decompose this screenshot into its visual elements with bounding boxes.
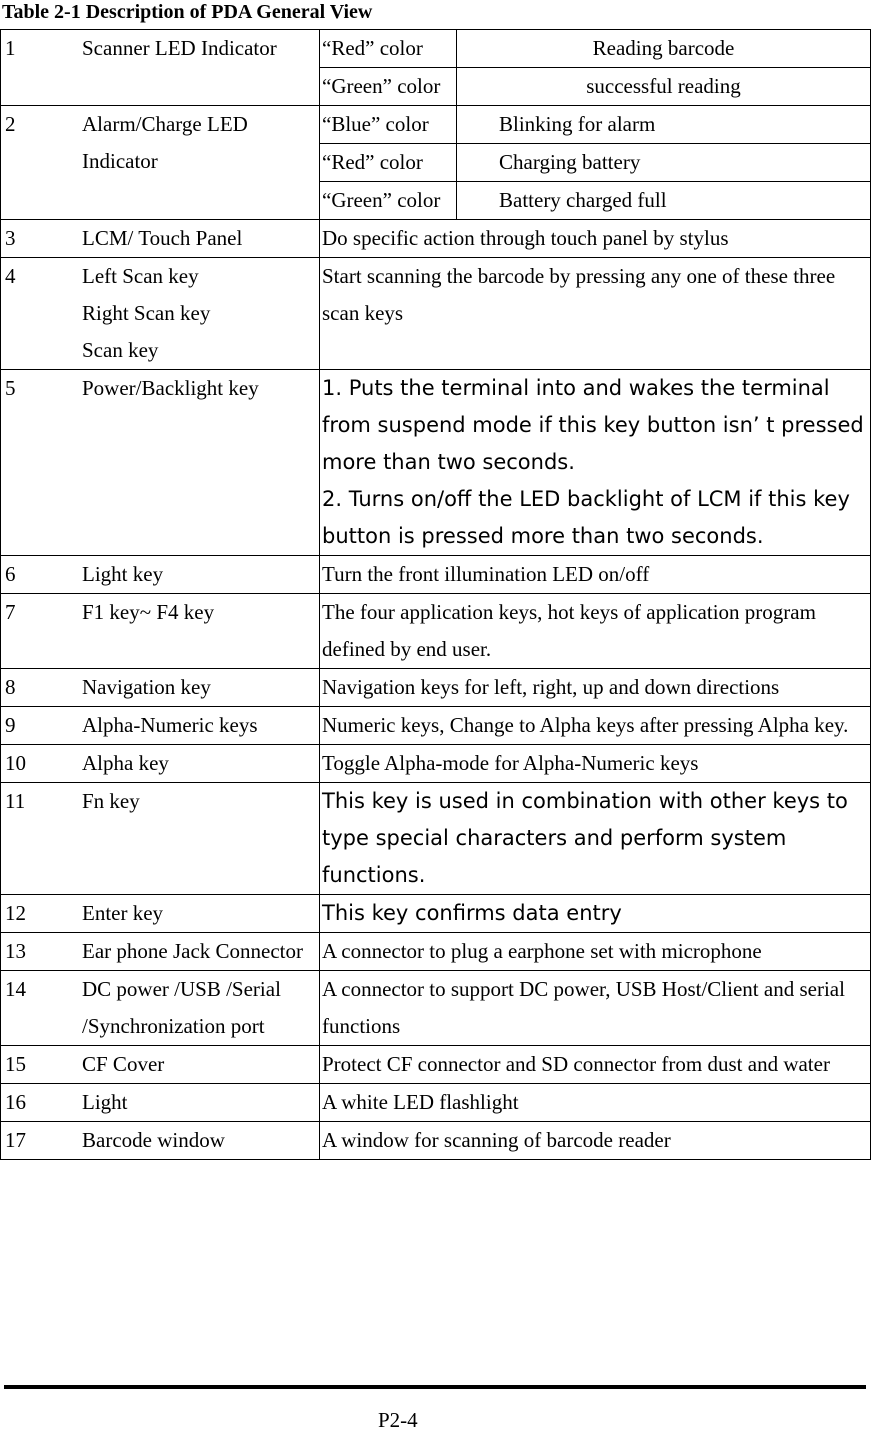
component-description: Turn the front illumination LED on/off (320, 556, 871, 594)
led-states-table (320, 106, 870, 219)
component-name: Light (78, 1084, 320, 1122)
table-row (1, 745, 871, 783)
table-row (1, 594, 871, 669)
component-name: Fn key (78, 783, 320, 895)
row-number: 7 (1, 594, 79, 669)
row-number: 14 (1, 971, 79, 1046)
component-name: Alpha-Numeric keys (78, 707, 320, 745)
row-number: 8 (1, 669, 79, 707)
component-name: Alpha key (78, 745, 320, 783)
row-number: 11 (1, 783, 79, 895)
component-description: The four application keys, hot keys of application program defined by end user. (320, 594, 871, 669)
component-description: A window for scanning of barcode reader (320, 1122, 871, 1160)
led-meaning: Battery charged full (499, 188, 667, 212)
row-number: 3 (1, 220, 79, 258)
table-caption: Table 2-1 Description of PDA General View (2, 1, 373, 23)
component-name: LCM/ Touch Panel (78, 220, 320, 258)
component-name: DC power /USB /Serial /Synchronization port (78, 971, 320, 1046)
led-states-table (320, 30, 870, 105)
row-number: 17 (1, 1122, 79, 1160)
component-description: Start scanning the barcode by pressing any one of these three scan keys (320, 258, 871, 370)
component-name: Navigation key (78, 669, 320, 707)
component-name: Power/Backlight key (78, 370, 320, 556)
component-name (78, 258, 320, 370)
component-name: Enter key (78, 895, 320, 933)
component-description: Do specific action through touch panel by stylus (320, 220, 871, 258)
component-description: A connector to plug a earphone set with microphone (320, 933, 871, 971)
row-number: 12 (1, 895, 79, 933)
table-row (1, 933, 871, 971)
row-number: 15 (1, 1046, 79, 1084)
led-color: “Green” color (320, 68, 457, 106)
component-name: Light key (78, 556, 320, 594)
table-row (1, 258, 871, 370)
row-number: 16 (1, 1084, 79, 1122)
led-color: “Green” color (320, 182, 457, 220)
footer-rule (4, 1385, 866, 1389)
led-state-row (320, 68, 870, 106)
led-meaning: Charging battery (457, 144, 871, 182)
component-description: Navigation keys for left, right, up and down directions (320, 669, 871, 707)
component-name-line: Right Scan key (82, 301, 211, 325)
led-states-cell (320, 30, 871, 106)
led-state-row (320, 144, 870, 182)
table-row (1, 669, 871, 707)
description-item: 1. Puts the terminal into and wakes the terminal from suspend mode if this key button isn’ t pressed more than two seconds. (322, 376, 864, 474)
component-description: A white LED flashlight (320, 1084, 871, 1122)
led-color: “Red” color (320, 30, 457, 68)
table-row (1, 971, 871, 1046)
component-name: F1 key~ F4 key (78, 594, 320, 669)
led-meaning: successful reading (586, 74, 741, 98)
led-meaning: Blinking for alarm (457, 106, 871, 144)
led-states-cell (320, 106, 871, 220)
table-row (1, 106, 871, 220)
led-meaning: Reading barcode (457, 30, 871, 68)
component-description: Protect CF connector and SD connector from dust and water (320, 1046, 871, 1084)
component-name-line: Scan key (82, 338, 159, 362)
table-row (1, 1122, 871, 1160)
component-description (320, 370, 871, 556)
row-number: 9 (1, 707, 79, 745)
led-state-row (320, 106, 870, 144)
component-name-line: Left Scan key (82, 264, 199, 288)
row-number: 10 (1, 745, 79, 783)
page-number: P2-4 (378, 1408, 418, 1432)
table-row (1, 30, 871, 106)
row-number: 5 (1, 370, 79, 556)
row-number: 2 (1, 106, 79, 220)
row-number: 6 (1, 556, 79, 594)
component-description: A connector to support DC power, USB Host/Client and serial functions (320, 971, 871, 1046)
table-row (1, 370, 871, 556)
component-name: Barcode window (78, 1122, 320, 1160)
description-item: 2. Turns on/off the LED backlight of LCM if this key button is pressed more than two seconds. (322, 487, 850, 548)
led-color: “Blue” color (320, 106, 457, 144)
led-state-row (320, 30, 870, 68)
row-number: 13 (1, 933, 79, 971)
table-row (1, 783, 871, 895)
component-description: This key confirms data entry (320, 895, 871, 933)
description-table (0, 29, 871, 1160)
component-name: CF Cover (78, 1046, 320, 1084)
component-name: Alarm/Charge LED Indicator (78, 106, 320, 220)
table-row (1, 1084, 871, 1122)
led-color: “Red” color (320, 144, 457, 182)
component-name: Ear phone Jack Connector (78, 933, 320, 971)
led-state-row (320, 182, 870, 220)
row-number: 1 (1, 30, 79, 106)
component-description: Toggle Alpha-mode for Alpha-Numeric keys (320, 745, 871, 783)
component-name: Scanner LED Indicator (78, 30, 320, 106)
component-description: Numeric keys, Change to Alpha keys after pressing Alpha key. (320, 707, 871, 745)
table-row (1, 556, 871, 594)
row-number: 4 (1, 258, 79, 370)
table-row (1, 1046, 871, 1084)
component-description: This key is used in combination with other keys to type special characters and perform system functions. (320, 783, 871, 895)
table-row (1, 707, 871, 745)
table-row (1, 220, 871, 258)
table-row (1, 895, 871, 933)
